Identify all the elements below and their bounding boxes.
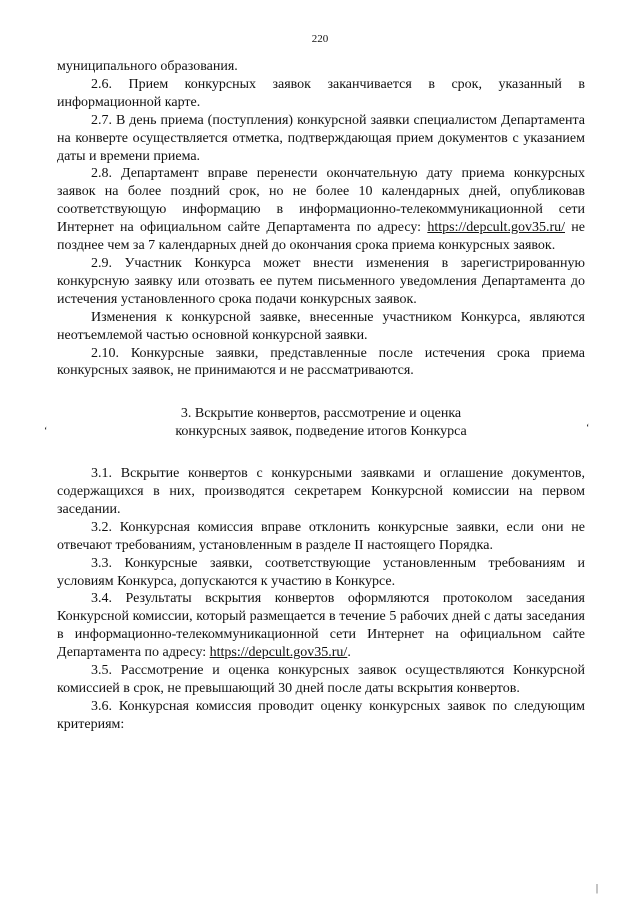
paragraph-2-9: 2.9. Участник Конкурса может внести изменения в зарегистрированную конкурсную заявку или отозвать ее путем письменного уведомления Департамента до истечения установленного срока подачи конкурсных заявок. xyxy=(57,255,585,307)
scan-mark-bottom: | xyxy=(596,883,599,894)
paragraph-3-5: 3.5. Рассмотрение и оценка конкурсных заявок осуществляются Конкурсной комиссией в срок, не превышающий 30 дней после даты вскрытия конвертов. xyxy=(57,663,585,696)
paragraph-2-7: 2.7. В день приема (поступления) конкурсной заявки специалистом Департамента на конверте осуществляется отметка, подтверждающая прием документов с указанием даты и времени приема. xyxy=(57,112,585,164)
paragraph-3-4-text: 3.4. Результаты вскрытия конвертов оформляются протоколом заседания Конкурсной комиссии, который размещается в течение 5 рабочих дней с даты заседания в информационно-телекоммуникационной сети Интернет на официальном сайте Департамента по адресу: xyxy=(57,591,585,661)
section-heading-line-1: 3. Вскрытие конвертов, рассмотрение и оценка xyxy=(180,406,462,422)
scan-mark-left: ‘ xyxy=(44,426,48,437)
paragraph-continuation: муниципального образования. xyxy=(57,59,238,74)
department-site-link[interactable]: https://depcult.gov35.ru/ xyxy=(427,220,565,236)
paragraph-3-3: 3.3. Конкурсные заявки, соответствующие установленным требованиям и условиям Конкурса, допускаются к участию в Конкурсе. xyxy=(57,555,585,589)
paragraph-2-6: 2.6. Прием конкурсных заявок заканчивается в срок, указанный в информационной карте. xyxy=(57,76,585,110)
section-3-heading xyxy=(57,405,585,441)
paragraph-3-1: 3.1. Вскрытие конвертов с конкурсными заявками и оглашение документов, содержащихся в них, производятся секретарем Конкурсной комиссии на первом заседании. xyxy=(57,466,585,517)
paragraph-2-8-text-end: не позднее чем за 7 календарных дней до окончания срока приема конкурсных заявок. xyxy=(57,220,585,254)
paragraph-3-2: 3.2. Конкурсная комиссия вправе отклонить конкурсные заявки, если они не отвечают требованиям, установленным в разделе II настоящего Порядка. xyxy=(57,519,585,553)
scan-mark-right: ‘ xyxy=(586,423,590,434)
paragraph-3-4-text-end: . xyxy=(347,645,351,661)
paragraph-3-4 xyxy=(57,590,585,662)
section-heading-line-2: конкурсных заявок, подведение итогов Конкурса xyxy=(175,424,467,440)
paragraph-3-6: 3.6. Конкурсная комиссия проводит оценку конкурсных заявок по следующим критериям: xyxy=(57,698,585,732)
document-body xyxy=(57,58,585,734)
paragraph-2-10: 2.10. Конкурсные заявки, представленные после истечения срока приема конкурсных заявок, не принимаются и не рассматриваются. xyxy=(57,345,585,379)
department-site-link-2[interactable]: https://depcult.gov35.ru/ xyxy=(209,645,348,661)
page-number: 220 xyxy=(311,33,329,45)
paragraph-2-8-text: 2.8. Департамент вправе перенести окончательную дату приема конкурсных заявок на более поздний срок, но не более 10 календарных дней, опубликовав соответствующую информацию в информационно-телекоммуникационной сети Интернет на официальном сайте Департамента по адресу: xyxy=(57,166,585,236)
paragraph-changes: Изменения к конкурсной заявке, внесенные участником Конкурса, являются неотъемлемой частью основной конкурсной заявки. xyxy=(57,309,585,343)
paragraph-2-8 xyxy=(57,165,585,255)
